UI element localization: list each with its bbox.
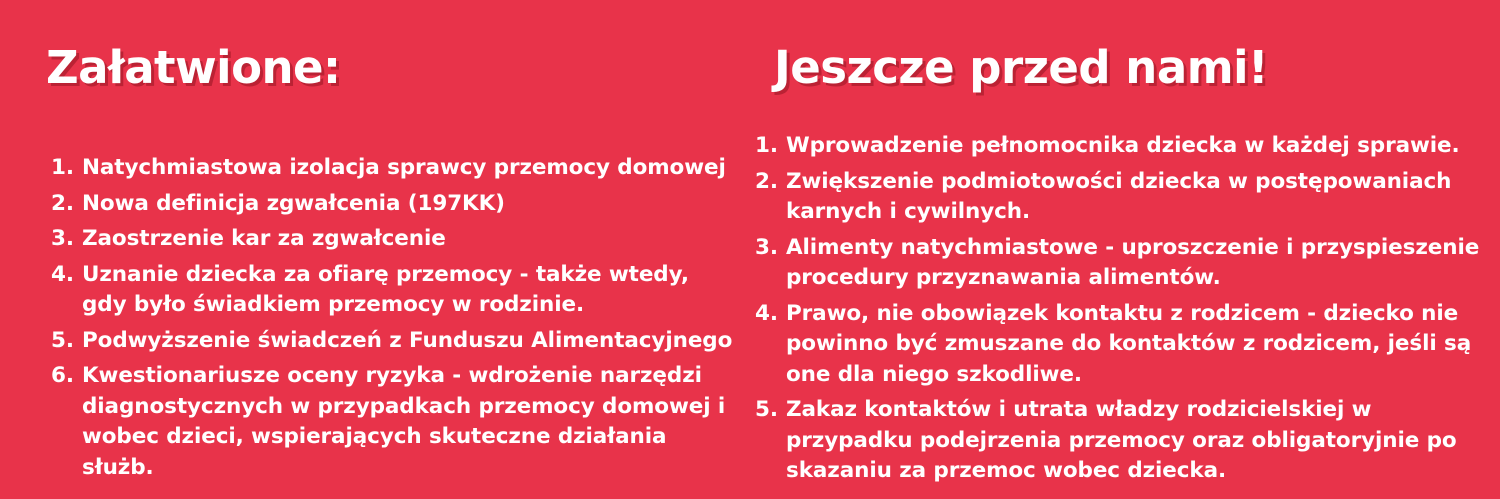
list-done xyxy=(46,153,740,483)
list-item: Wprowadzenie pełnomocnika dziecka w każdej sprawie. xyxy=(786,133,1460,159)
column-done xyxy=(0,0,740,499)
list-item: Zakaz kontaktów i utrata władzy rodzicielskiej w przypadku podejrzenia przemocy oraz obligatoryjnie po skazaniu za przemoc wobec dziecka. xyxy=(786,397,1457,484)
list-item: Podwyższenie świadczeń z Funduszu Alimentacyjnego xyxy=(82,327,733,353)
heading-upcoming: Jeszcze przed nami! xyxy=(774,41,1269,94)
list-item: Zaostrzenie kar za zgwałcenie xyxy=(82,226,446,252)
column-upcoming xyxy=(740,0,1500,499)
list-item: Prawo, nie obowiązek kontaktu z rodzicem - dziecko nie powinno być zmuszane do kontaktów z rodzicem, jeśli są one dla niego szkodliwe. xyxy=(786,300,1472,387)
list-item: Alimenty natychmiastowe - uproszczenie i przyspieszenie procedury przyznawania alimentów. xyxy=(786,234,1480,291)
list-upcoming xyxy=(748,131,1480,487)
list-item: Natychmiastowa izolacja sprawcy przemocy domowej xyxy=(82,155,726,181)
list-item: Zwiększenie podmiotowości dziecka w postępowaniach karnych i cywilnych. xyxy=(786,168,1452,225)
list-item: Kwestionariusze oceny ryzyka - wdrożenie narzędzi diagnostycznych w przypadkach przemocy domowej i wobec dzieci, wspierających skuteczne działania służb. xyxy=(82,363,726,480)
list-item: Uznanie dziecka za ofiarę przemocy - także wtedy, gdy było świadkiem przemocy w rodzinie. xyxy=(82,261,689,318)
heading-done: Załatwione: xyxy=(46,41,341,94)
list-item: Nowa definicja zgwałcenia (197KK) xyxy=(82,190,505,216)
